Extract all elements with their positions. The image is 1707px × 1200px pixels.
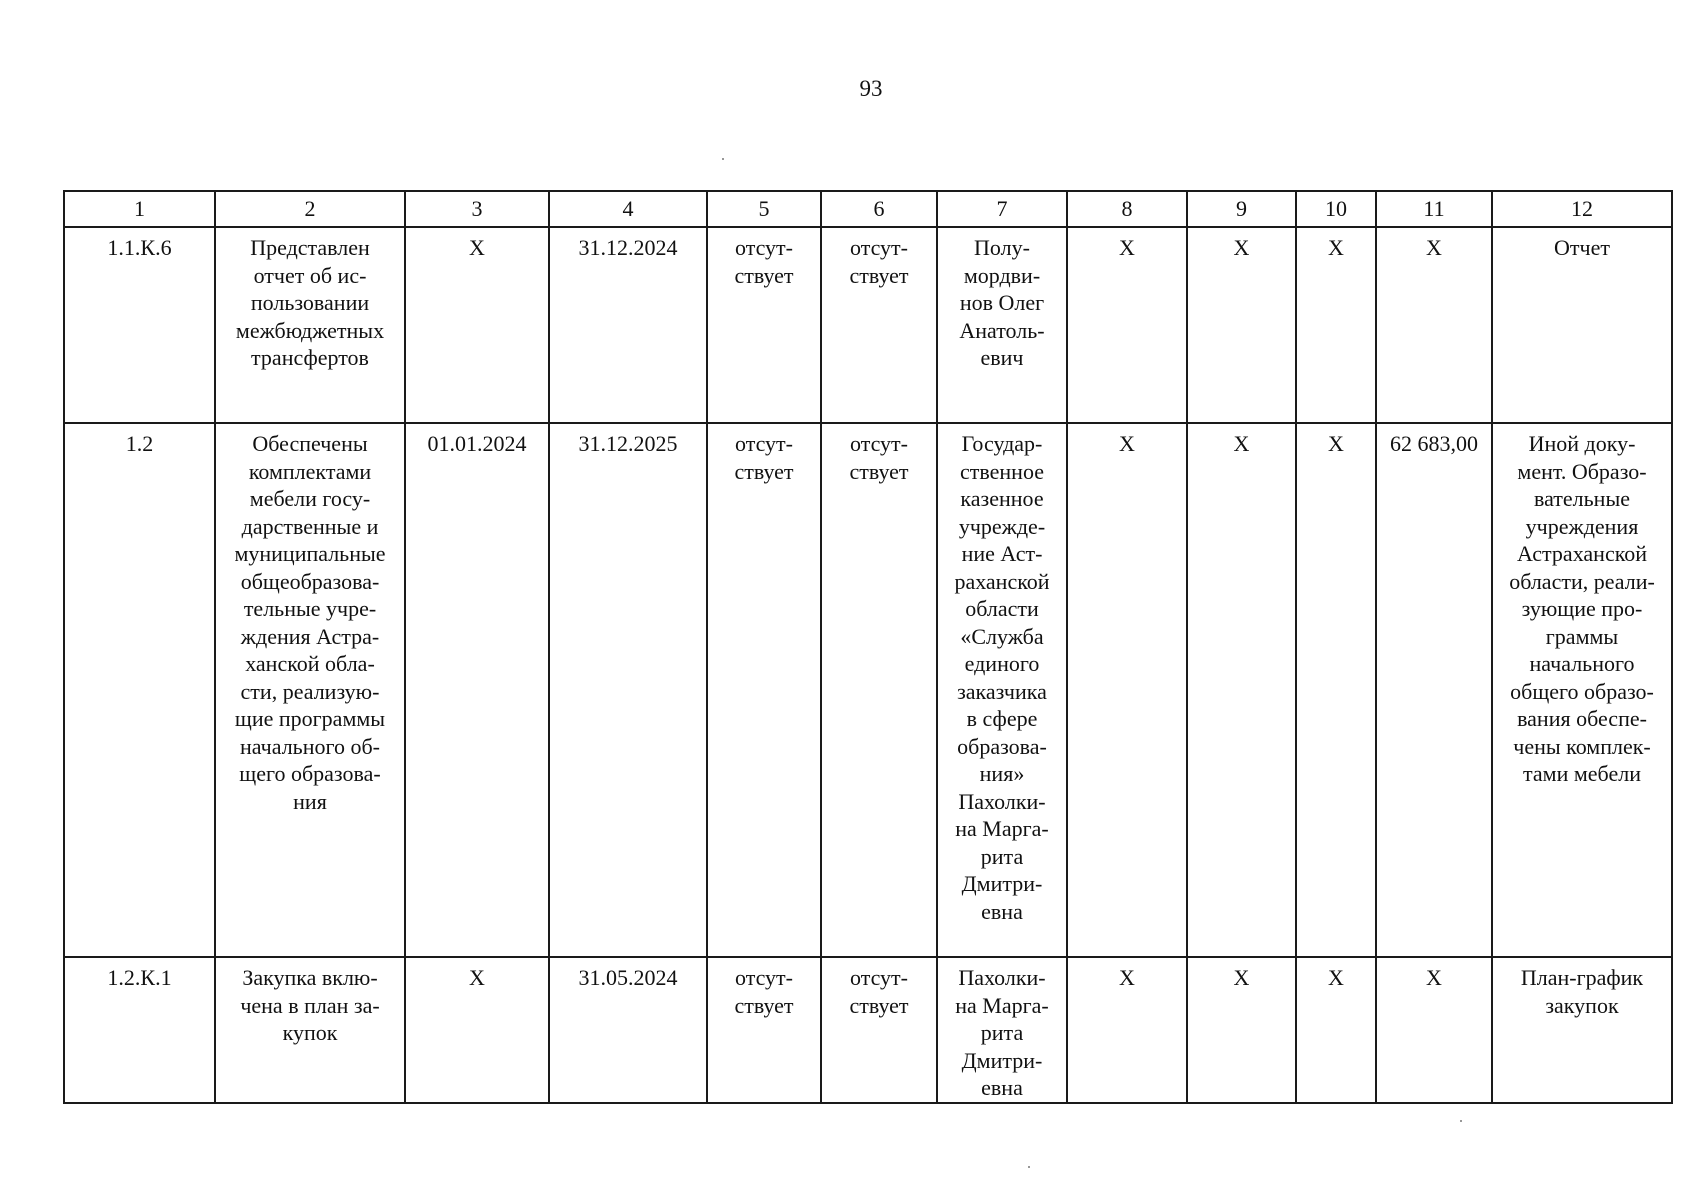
column-8-cell: X [1067,227,1187,423]
table-header-row [64,191,1672,227]
column-5-cell: отсут- ствует [707,423,821,957]
start-date-cell: X [405,957,549,1103]
column-9-cell: X [1187,957,1296,1103]
column-6-cell: отсут- ствует [821,227,937,423]
table-row [64,423,1672,957]
responsible-cell: Полу- мордви- нов Олег Анатоль- евич [937,227,1067,423]
column-header-11: 11 [1376,191,1492,227]
column-10-cell: X [1296,227,1376,423]
data-table [63,190,1673,1104]
column-6-cell: отсут- ствует [821,957,937,1103]
amount-cell: X [1376,227,1492,423]
row-number-cell: 1.1.К.6 [64,227,215,423]
start-date-cell: 01.01.2024 [405,423,549,957]
column-header-6: 6 [821,191,937,227]
result-description-cell: Обеспечены комплектами мебели госу- дарственные и муниципальные общеобразова- тельные учре- ждения Астра- ханской обла- сти, реализую- щие программы начального об- щего образова- ния [215,423,405,957]
column-header-2: 2 [215,191,405,227]
scan-speck [722,158,724,160]
scan-speck [1460,1120,1462,1122]
row-number-cell: 1.2 [64,423,215,957]
column-header-10: 10 [1296,191,1376,227]
column-10-cell: X [1296,423,1376,957]
end-date-cell: 31.12.2025 [549,423,707,957]
end-date-cell: 31.05.2024 [549,957,707,1103]
amount-cell: X [1376,957,1492,1103]
result-description-cell: Представлен отчет об ис- пользовании межбюджетных трансфертов [215,227,405,423]
page-number: 93 [859,76,883,101]
document-cell: Иной доку- мент. Образо- вательные учреждения Астраханской области, реали- зующие про- граммы начального общего образо- вания обеспе- чены комплек- тами мебели [1492,423,1672,957]
column-header-4: 4 [549,191,707,227]
column-9-cell: X [1187,423,1296,957]
column-8-cell: X [1067,423,1187,957]
column-header-7: 7 [937,191,1067,227]
table-row [64,227,1672,423]
column-header-12: 12 [1492,191,1672,227]
row-number-cell: 1.2.К.1 [64,957,215,1103]
column-10-cell: X [1296,957,1376,1103]
column-header-3: 3 [405,191,549,227]
scan-speck [1028,1166,1030,1168]
column-8-cell: X [1067,957,1187,1103]
column-5-cell: отсут- ствует [707,227,821,423]
responsible-cell: Пахолки- на Марга- рита Дмитри- евна [937,957,1067,1103]
column-header-1: 1 [64,191,215,227]
document-cell: Отчет [1492,227,1672,423]
result-description-cell: Закупка вклю- чена в план за- купок [215,957,405,1103]
column-header-5: 5 [707,191,821,227]
responsible-cell: Государ- ственное казенное учрежде- ние Аст- раханской области «Служба единого заказчика в сфере образова- ния» Пахолки- на Марга- рита Дмитри- евна [937,423,1067,957]
document-cell: План-график закупок [1492,957,1672,1103]
column-6-cell: отсут- ствует [821,423,937,957]
amount-cell: 62 683,00 [1376,423,1492,957]
end-date-cell: 31.12.2024 [549,227,707,423]
column-header-8: 8 [1067,191,1187,227]
table-row [64,957,1672,1103]
column-9-cell: X [1187,227,1296,423]
column-5-cell: отсут- ствует [707,957,821,1103]
start-date-cell: X [405,227,549,423]
column-header-9: 9 [1187,191,1296,227]
